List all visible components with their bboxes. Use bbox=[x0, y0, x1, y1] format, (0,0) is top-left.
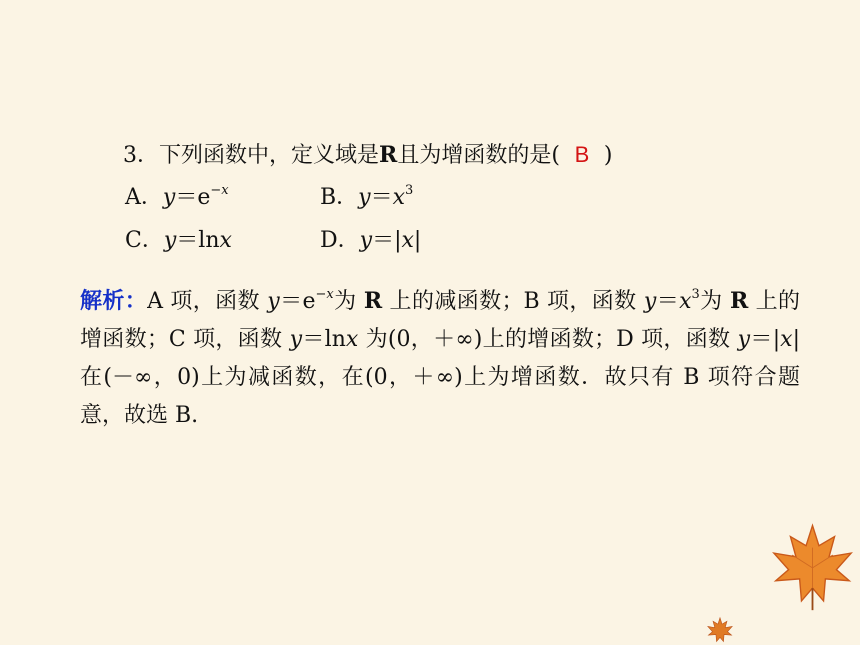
sol-text: ＝ bbox=[656, 289, 680, 314]
option-d-label: D． bbox=[320, 228, 360, 253]
option-b-base: x bbox=[392, 185, 406, 210]
sol-var: y bbox=[289, 327, 303, 352]
option-c-label: C． bbox=[125, 228, 164, 253]
option-a-lhs: y bbox=[162, 185, 176, 210]
option-d-lhs: y bbox=[359, 228, 373, 253]
maple-leaf-small-icon bbox=[703, 616, 737, 645]
sol-text: 为 bbox=[333, 289, 364, 314]
maple-leaf-large-icon bbox=[765, 520, 860, 612]
sol-text: ＝ln bbox=[302, 327, 346, 352]
sol-text: A 项，函数 bbox=[147, 289, 268, 314]
question-text-before: 下列函数中，定义域是 bbox=[159, 143, 380, 168]
sol-text: 上的减函数；B 项，函数 bbox=[382, 289, 644, 314]
sol-var: y bbox=[643, 289, 657, 314]
option-a-label: A． bbox=[125, 185, 163, 210]
domain-r: R bbox=[379, 142, 398, 168]
sol-exponent: −x bbox=[315, 287, 334, 302]
option-b bbox=[320, 183, 413, 213]
solution-label: 解析： bbox=[80, 289, 148, 314]
option-c-lhs: y bbox=[163, 228, 177, 253]
sol-var: y bbox=[737, 327, 751, 352]
sol-var: x bbox=[780, 327, 793, 352]
option-c-eq: ＝ln bbox=[176, 228, 220, 253]
option-b-eq: ＝ bbox=[370, 185, 393, 210]
sol-exponent: 3 bbox=[691, 287, 700, 302]
option-c bbox=[125, 226, 232, 256]
question-number: 3． bbox=[123, 143, 159, 168]
option-d bbox=[320, 226, 421, 256]
sol-text: |在(－∞，0)上为减函数，在(0，＋∞)上为增函数．故只有 B 项符合题意，故选 B. bbox=[80, 327, 800, 428]
question-stem bbox=[123, 140, 613, 171]
close-paren: ) bbox=[603, 143, 613, 168]
option-d-var: x bbox=[401, 228, 414, 253]
option-a-exponent: −x bbox=[210, 183, 229, 198]
option-a bbox=[125, 183, 229, 213]
answer-letter: B bbox=[574, 142, 590, 167]
option-a-eq: ＝e bbox=[175, 185, 211, 210]
question-text-after: 且为增函数的是( bbox=[397, 143, 560, 168]
sol-r: R bbox=[363, 288, 383, 314]
sol-var: x bbox=[345, 327, 359, 352]
sol-text: 为 bbox=[699, 289, 730, 314]
sol-text: 上的增函数；C 项，函数 bbox=[80, 289, 800, 352]
option-b-lhs: y bbox=[358, 185, 371, 210]
option-b-exponent: 3 bbox=[405, 183, 414, 198]
sol-text: 为(0，＋∞)上的增函数；D 项，函数 bbox=[358, 327, 738, 352]
sol-text: ＝e bbox=[279, 289, 316, 314]
option-c-var: x bbox=[219, 228, 232, 253]
sol-var: y bbox=[267, 289, 280, 314]
sol-var: x bbox=[679, 289, 692, 314]
option-d-end: | bbox=[413, 228, 422, 253]
sol-r: R bbox=[729, 288, 749, 314]
option-d-eq: ＝| bbox=[372, 228, 402, 253]
sol-text: ＝| bbox=[750, 327, 781, 352]
solution-paragraph bbox=[80, 282, 800, 435]
option-b-label: B． bbox=[320, 185, 359, 210]
